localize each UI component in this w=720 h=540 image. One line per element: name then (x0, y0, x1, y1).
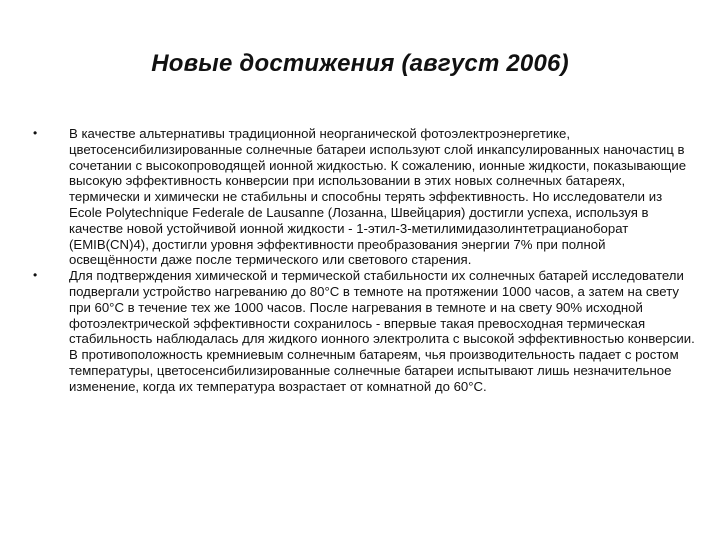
bullet-item-1 (0, 126, 720, 268)
bullet-list (0, 126, 720, 395)
bullet-marker: • (33, 126, 38, 140)
bullet-text-1: В качестве альтернативы традиционной неорганической фотоэлектроэнергетике, цветосенсибилизированные солнечные батареи используют слой инкапсулированных наночастиц в сочетании с высокопроводящей ионной жидкостью. К сожалению, ионные жидкости, показывающие высокую эффективность конверсии при использовании в этих новых солнечных батареях, термически и химически не стабильны и способны терять эффективность. Но исследователи из Ecole Polytechnique Federale de Lausanne (Лозанна, Швейцария) достигли успеха, используя в качестве новой устойчивой ионной жидкости - 1-этил-3-метилимидазолинтетрацианоборат (EMIB(CN)4), достигли уровня эффективности преобразования энергии 7% при полной освещённости даже после термического или светового старения. (69, 126, 687, 268)
bullet-marker: • (33, 268, 38, 283)
bullet-item-2 (0, 268, 720, 394)
bullet-text-2: Для подтверждения химической и термической стабильности их солнечных батарей исследователи подвергали устройство нагреванию до 80°C в темноте на протяжении 1000 часов, а затем на свету при 60°C в течение тех же 1000 часов. После нагревания в темноте и на свету 90% исходной фотоэлектрической эффективности сохранилось - впервые такая превосходная термическая стабильность наблюдалась для жидкого ионного электролита с высокой эффективностью конверсии. В противоположность кремниевым солнечным батареям, чья производительность падает с ростом температуры, цветосенсибилизированные солнечные батареи испытывают лишь незначительное изменение, когда их температура возрастает от комнатной до 60°C. (69, 268, 695, 394)
slide-title: Новые достижения (август 2006) (151, 50, 569, 77)
